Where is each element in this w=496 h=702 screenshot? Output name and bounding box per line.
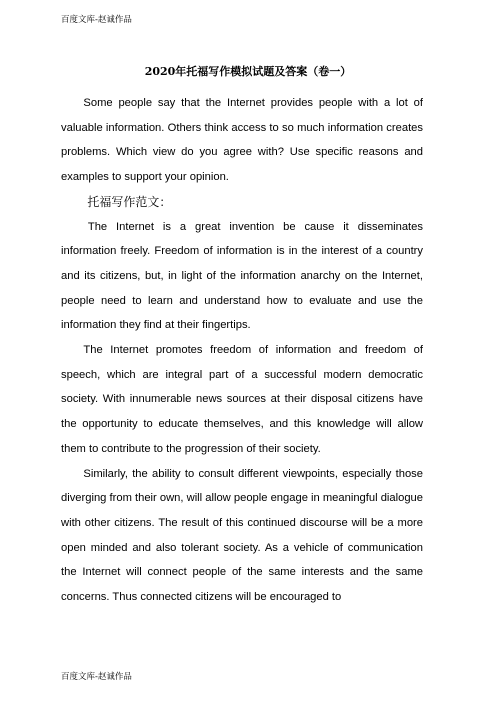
document-title: 2020年托福写作模拟试题及答案（卷一） [144,65,352,78]
sample-essay-heading: 托福写作范文： [87,194,172,209]
running-footer: 百度文库-赵诚作品 [61,672,132,682]
running-header: 百度文库-赵诚作品 [61,15,132,25]
essay-prompt: Some people say that the Internet provides people with a lot of valuable information. Others think access to so much information creates problems. Which view do you agree with? Use specific reasons and examples to support your opinion. [61,97,423,184]
essay-paragraph-3: Similarly, the ability to consult different viewpoints, especially those diverging from their own, will allow people engage in meaningful dialogue with other citizens. The result of this continued discourse will be a more open minded and also tolerant society. As a vehicle of communication the Internet will connect people of the same interests and the same concerns. Thus connected citizens will be encouraged to [61,467,423,604]
essay-paragraph-1: The Internet is a great invention be cause it disseminates information freely. Freedom of information is in the interest of a country and its citizens, but, in light of the information anarchy on the Internet, people need to learn and understand how to evaluate and use the information they find at their fingertips. [61,220,423,332]
essay-paragraph-2: The Internet promotes freedom of information and freedom of speech, which are integral part of a successful modern democratic society. With innumerable news sources at their disposal citizens have the opportunity to educate themselves, and this knowledge will allow them to contribute to the progression of their society. [61,344,423,455]
document-body [61,91,423,610]
